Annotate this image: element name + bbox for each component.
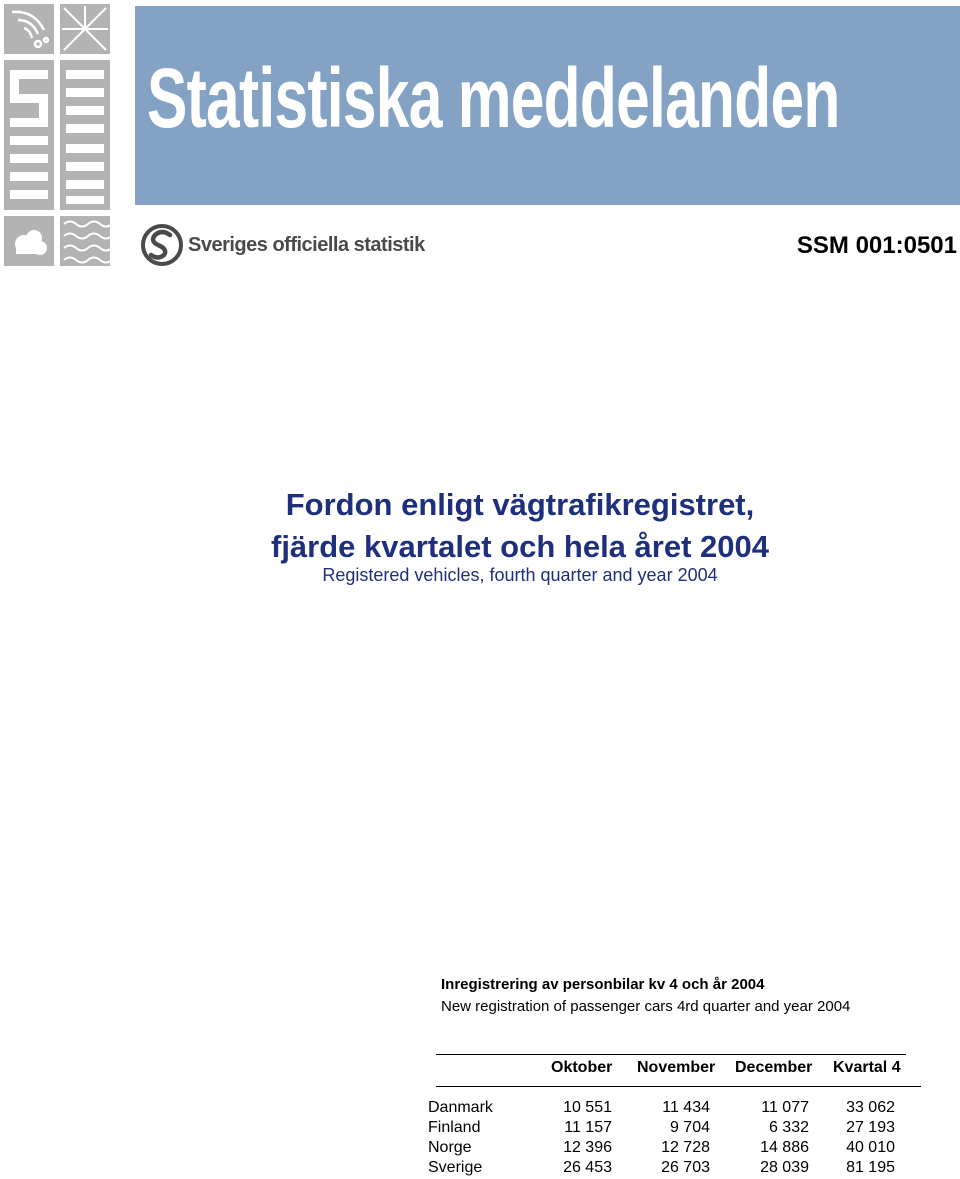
table-row	[0, 1139, 960, 1159]
header-banner	[135, 6, 960, 205]
cell-value: 11 077	[761, 1099, 809, 1116]
row-country: Norge	[428, 1139, 472, 1156]
row-country: Danmark	[428, 1099, 493, 1116]
cell-value: 14 886	[760, 1139, 809, 1156]
cell-value: 9 704	[669, 1119, 710, 1136]
sos-logo	[140, 223, 425, 267]
column-header-oktober: Oktober	[551, 1059, 613, 1076]
sos-name: Sveriges officiella statistik	[188, 233, 425, 256]
cell-value: 26 453	[563, 1159, 612, 1176]
cell-value: 11 157	[564, 1119, 612, 1136]
row-country: Sverige	[428, 1159, 483, 1176]
table-row	[0, 1099, 960, 1119]
sika-logo	[4, 4, 112, 266]
report-title	[0, 484, 960, 568]
cell-value: 33 062	[846, 1099, 895, 1116]
banner-title: Statistiska meddelanden	[147, 51, 840, 145]
cell-value: 40 010	[846, 1139, 895, 1156]
report-title-line2: fjärde kvartalet och hela året 2004	[271, 529, 769, 564]
cell-value: 10 551	[563, 1099, 612, 1116]
cell-value: 11 434	[662, 1099, 710, 1116]
column-header-kvartal4: Kvartal 4	[833, 1059, 901, 1076]
table-row	[0, 1159, 960, 1179]
cell-value: 81 195	[846, 1159, 895, 1176]
table-row	[0, 1119, 960, 1139]
cell-value: 12 396	[563, 1139, 612, 1156]
cell-value: 27 193	[846, 1119, 895, 1136]
cell-value: 6 332	[768, 1119, 809, 1136]
report-title-line1: Fordon enligt vägtrafikregistret,	[285, 487, 755, 522]
table-title: Inregistrering av personbilar kv 4 och år 2004	[441, 976, 765, 993]
table-subtitle: New registration of passenger cars 4rd quarter and year 2004	[441, 998, 851, 1015]
sos-s-icon	[140, 223, 184, 267]
row-country: Finland	[428, 1119, 481, 1136]
series-code: SSM 001:0501	[796, 232, 957, 259]
cell-value: 12 728	[661, 1139, 710, 1156]
report-subtitle: Registered vehicles, fourth quarter and year 2004	[322, 565, 718, 585]
table-rule-header	[436, 1086, 921, 1087]
column-header-december: December	[735, 1059, 813, 1076]
table-rule-top	[436, 1054, 906, 1055]
cell-value: 28 039	[760, 1159, 809, 1176]
logo-tile-swirl	[4, 4, 54, 54]
column-header-november: November	[637, 1059, 716, 1076]
cell-value: 26 703	[661, 1159, 710, 1176]
